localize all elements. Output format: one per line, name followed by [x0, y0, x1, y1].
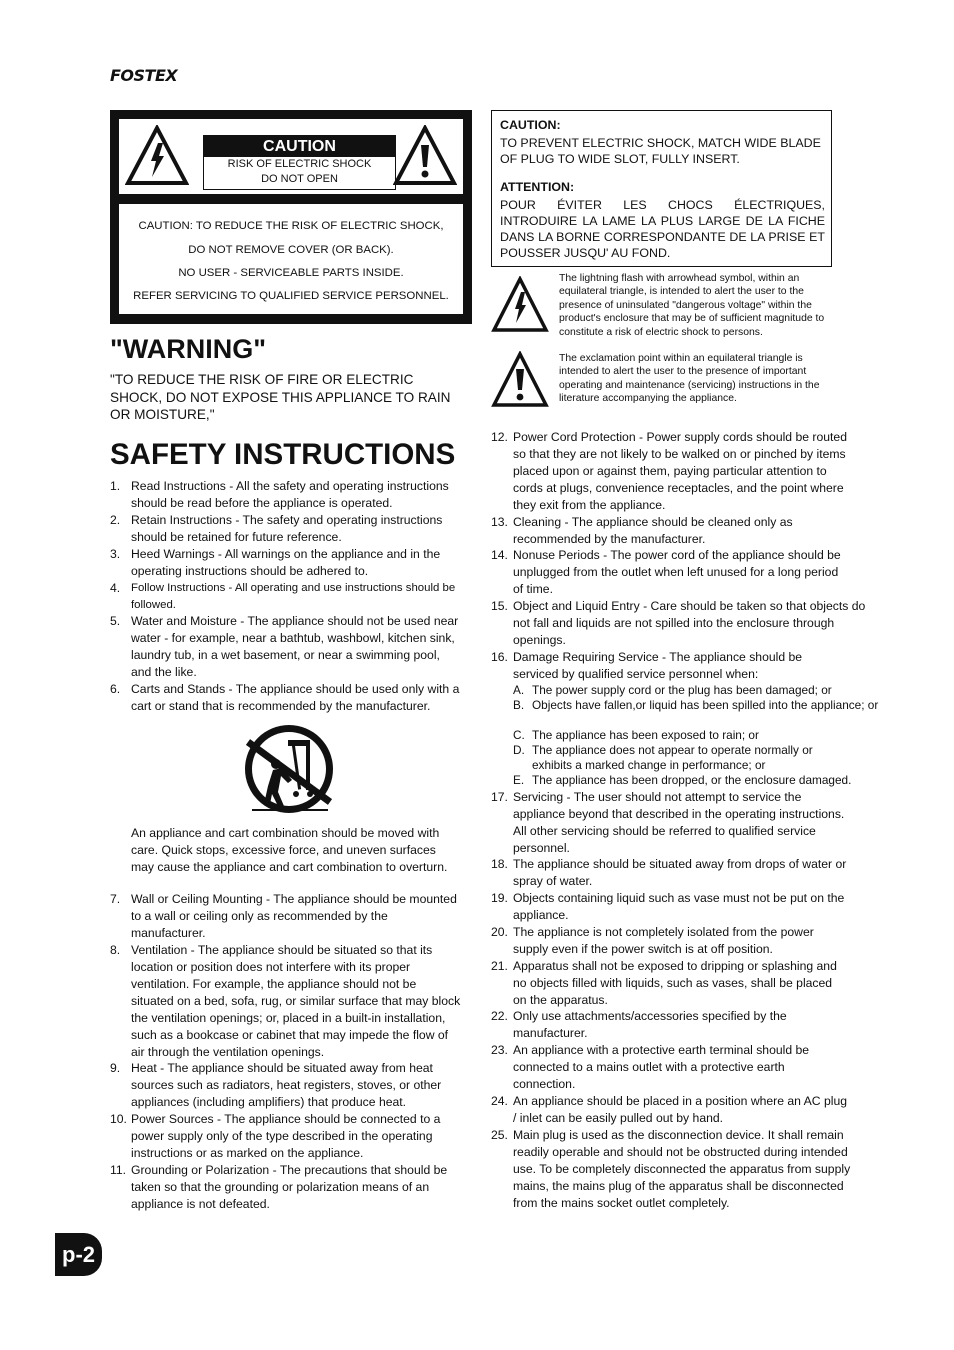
item-number: 8.	[110, 943, 121, 957]
item-number: 13.	[491, 515, 508, 529]
page-number-badge: p-2	[55, 1233, 102, 1276]
lightning-symbol-icon	[491, 276, 549, 334]
item-text: Heed Warnings - All warnings on the appliance and in the operating instructions should be adhered to.	[131, 547, 441, 578]
item-text: The appliance has been exposed to rain; or	[532, 728, 759, 742]
item-text: Apparatus shall not be exposed to dripping or splashing and no objects filled with liquids, such as vases, shall be placed on the apparatus.	[513, 959, 837, 1007]
caution-line: DO NOT REMOVE COVER (OR BACK).	[188, 244, 394, 256]
attention-text: POUR ÉVITER LES CHOCS ÉLECTRIQUES, INTRODUIRE LA LAME LA PLUS LARGE DE LA FICHE DANS LA BORNE CORRESPONDANTE DE LA PRISE ET POUSSER JUSQU' AU FOND.	[500, 198, 825, 260]
lightning-symbol-text: The lightning flash with arrowhead symbol, within an equilateral triangle, is intended to alert the user to the presence of uninsulated "dangerous voltage" within the product's enclosure that may be of sufficient magnitude to constitute a risk of electric shock to persons.	[559, 273, 825, 338]
item-number: 23.	[491, 1043, 508, 1057]
warning-text: "TO REDUCE THE RISK OF FIRE OR ELECTRIC SHOCK, DO NOT EXPOSE THIS APPLIANCE TO RAIN OR MOISTURE,"	[110, 372, 451, 422]
item-number: 1.	[110, 479, 121, 493]
caution-label	[203, 135, 396, 190]
item-number: E.	[513, 773, 525, 787]
item-number: 14.	[491, 548, 508, 562]
item-text: Only use attachments/accessories specified by the manufacturer.	[513, 1009, 787, 1040]
item-text: The appliance is not completely isolated from the power supply even if the power switch is at off position.	[513, 925, 814, 956]
item-number: 7.	[110, 892, 121, 906]
item-text: Read Instructions - All the safety and operating instructions should be read before the appliance is operated.	[131, 479, 449, 510]
item-number: 20.	[491, 925, 508, 939]
item-text: The appliance should be situated away from drops of water or spray of water.	[513, 857, 847, 888]
cart-warning-text: An appliance and cart combination should be moved with care. Quick stops, excessive force, and uneven surfaces may cause the appliance and cart combination to overturn.	[131, 826, 448, 874]
item-text: Follow Instructions - All operating and use instructions should be followed.	[131, 582, 456, 611]
item-number: B.	[513, 698, 525, 712]
item-number: 12.	[491, 430, 508, 444]
item-number: 10.	[110, 1112, 127, 1126]
caution-box-text	[119, 204, 463, 314]
caution-line: CAUTION: TO REDUCE THE RISK OF ELECTRIC SHOCK,	[138, 220, 444, 232]
plug-caution-text: TO PREVENT ELECTRIC SHOCK, MATCH WIDE BLADE OF PLUG TO WIDE SLOT, FULLY INSERT.	[500, 136, 821, 166]
item-number: 9.	[110, 1061, 121, 1075]
item-number: 17.	[491, 790, 508, 804]
item-text: Nonuse Periods - The power cord of the appliance should be unplugged from the outlet when left unused for a long period of time.	[513, 548, 841, 596]
item-number: 18.	[491, 857, 508, 871]
item-text: Servicing - The user should not attempt to service the appliance beyond that described in the operating instructions. All other servicing should be referred to qualified service personnel.	[513, 790, 845, 855]
cart-overturn-icon	[240, 722, 340, 818]
item-number: D.	[513, 743, 525, 757]
item-text: Object and Liquid Entry - Care should be taken so that objects do not fall and liquids are not spilled into the enclosure through openings.	[513, 599, 866, 647]
caution-label-line2: DO NOT OPEN	[261, 173, 338, 185]
brand-logo: FOSTEX	[110, 66, 178, 85]
item-text: Water and Moisture - The appliance should not be used near water - for example, near a bathtub, washbowl, kitchen sink, laundry tub, in a wet basement, or near a swimming pool, and the like.	[131, 614, 459, 679]
item-text: The appliance has been dropped, or the enclosure damaged.	[532, 773, 852, 787]
caution-box	[110, 110, 472, 324]
item-number: 3.	[110, 547, 121, 561]
item-text: Ventilation - The appliance should be situated so that its location or position does not interfere with its proper ventilation. For example, the appliance should not be situated on a bed, sofa, rug, or similar surface that may block the ventilation openings; or, placed in a built-in installation, such as a bookcase or cabinet that may impede the flow of air through the ventilation openings.	[131, 943, 461, 1059]
item-text: Main plug is used as the disconnection device. It shall remain readily operable and should not be obstructed during intended use. To be completely disconnected the apparatus from supply mains, the mains plug of the apparatus shall be disconnected from the mains socket outlet completely.	[513, 1128, 851, 1210]
item-text: Grounding or Polarization - The precautions that should be taken so that the grounding or polarization means of an appliance is not defeated.	[131, 1163, 448, 1211]
item-text: Cleaning - The appliance should be cleaned only as recommended by the manufacturer.	[513, 515, 793, 546]
exclamation-symbol-text: The exclamation point within an equilateral triangle is intended to alert the user to the presence of important operating and maintenance (servicing) instructions in the literature accompanying the appliance.	[559, 353, 820, 405]
item-text: Power Cord Protection - Power supply cords should be routed so that they are not likely to be walked on or pinched by items placed upon or against them, paying particular attention to cords at plugs, convenience receptacles, and the point where they exit from the appliance.	[513, 430, 847, 512]
item-text: Heat - The appliance should be situated away from heat sources such as radiators, heat registers, stoves, or other appliances (including amplifiers) that produce heat.	[131, 1061, 442, 1109]
item-number: 24.	[491, 1094, 508, 1108]
caution-label-title: CAUTION	[204, 136, 395, 157]
caution-line: REFER SERVICING TO QUALIFIED SERVICE PERSONNEL.	[133, 290, 449, 302]
item-number: 21.	[491, 959, 508, 973]
item-number: 2.	[110, 513, 121, 527]
item-number: 5.	[110, 614, 121, 628]
item-text: Objects have fallen,or liquid has been spilled into the appliance; or	[532, 698, 879, 712]
exclamation-symbol-icon	[491, 351, 549, 409]
item-number: 15.	[491, 599, 508, 613]
lightning-warning-icon	[125, 125, 189, 187]
item-text: Retain Instructions - The safety and operating instructions should be retained for future reference.	[131, 513, 443, 544]
attention-heading: ATTENTION:	[500, 180, 575, 194]
item-text: Power Sources - The appliance should be connected to a power supply only of the type described in the operating instructions or as marked on the appliance.	[131, 1112, 441, 1160]
item-number: 19.	[491, 891, 508, 905]
item-text: An appliance with a protective earth terminal should be connected to a mains outlet with a protective earth connection.	[513, 1043, 810, 1091]
plug-caution-heading: CAUTION:	[500, 118, 561, 132]
item-number: 22.	[491, 1009, 508, 1023]
item-text: Carts and Stands - The appliance should be used only with a cart or stand that is recommended by the manufacturer.	[131, 682, 460, 713]
caution-label-line1: RISK OF ELECTRIC SHOCK	[227, 158, 372, 170]
item-number: 25.	[491, 1128, 508, 1142]
plug-caution-box	[491, 110, 832, 267]
item-number: C.	[513, 728, 525, 742]
item-text: The appliance does not appear to operate normally or exhibits a marked change in performance; or	[532, 743, 813, 772]
safety-title: SAFETY INSTRUCTIONS	[110, 438, 456, 471]
item-number: 6.	[110, 682, 121, 696]
item-number: A.	[513, 683, 525, 697]
exclamation-warning-icon	[393, 125, 457, 187]
item-text: Damage Requiring Service - The appliance should be serviced by qualified service personnel when:	[513, 650, 803, 681]
caution-line: NO USER - SERVICEABLE PARTS INSIDE.	[178, 267, 404, 279]
item-text: Wall or Ceiling Mounting - The appliance should be mounted to a wall or ceiling only as recommended by the manufacturer.	[131, 892, 457, 940]
item-text: An appliance should be placed in a position where an AC plug / inlet can be easily pulled out by hand.	[513, 1094, 848, 1125]
item-text: Objects containing liquid such as vase must not be put on the appliance.	[513, 891, 845, 922]
item-number: 11.	[110, 1163, 127, 1177]
item-number: 16.	[491, 650, 508, 664]
item-text: The power supply cord or the plug has been damaged; or	[532, 683, 832, 697]
caution-box-header	[119, 119, 463, 194]
warning-title: "WARNING"	[110, 334, 267, 364]
item-number: 4.	[110, 581, 121, 595]
